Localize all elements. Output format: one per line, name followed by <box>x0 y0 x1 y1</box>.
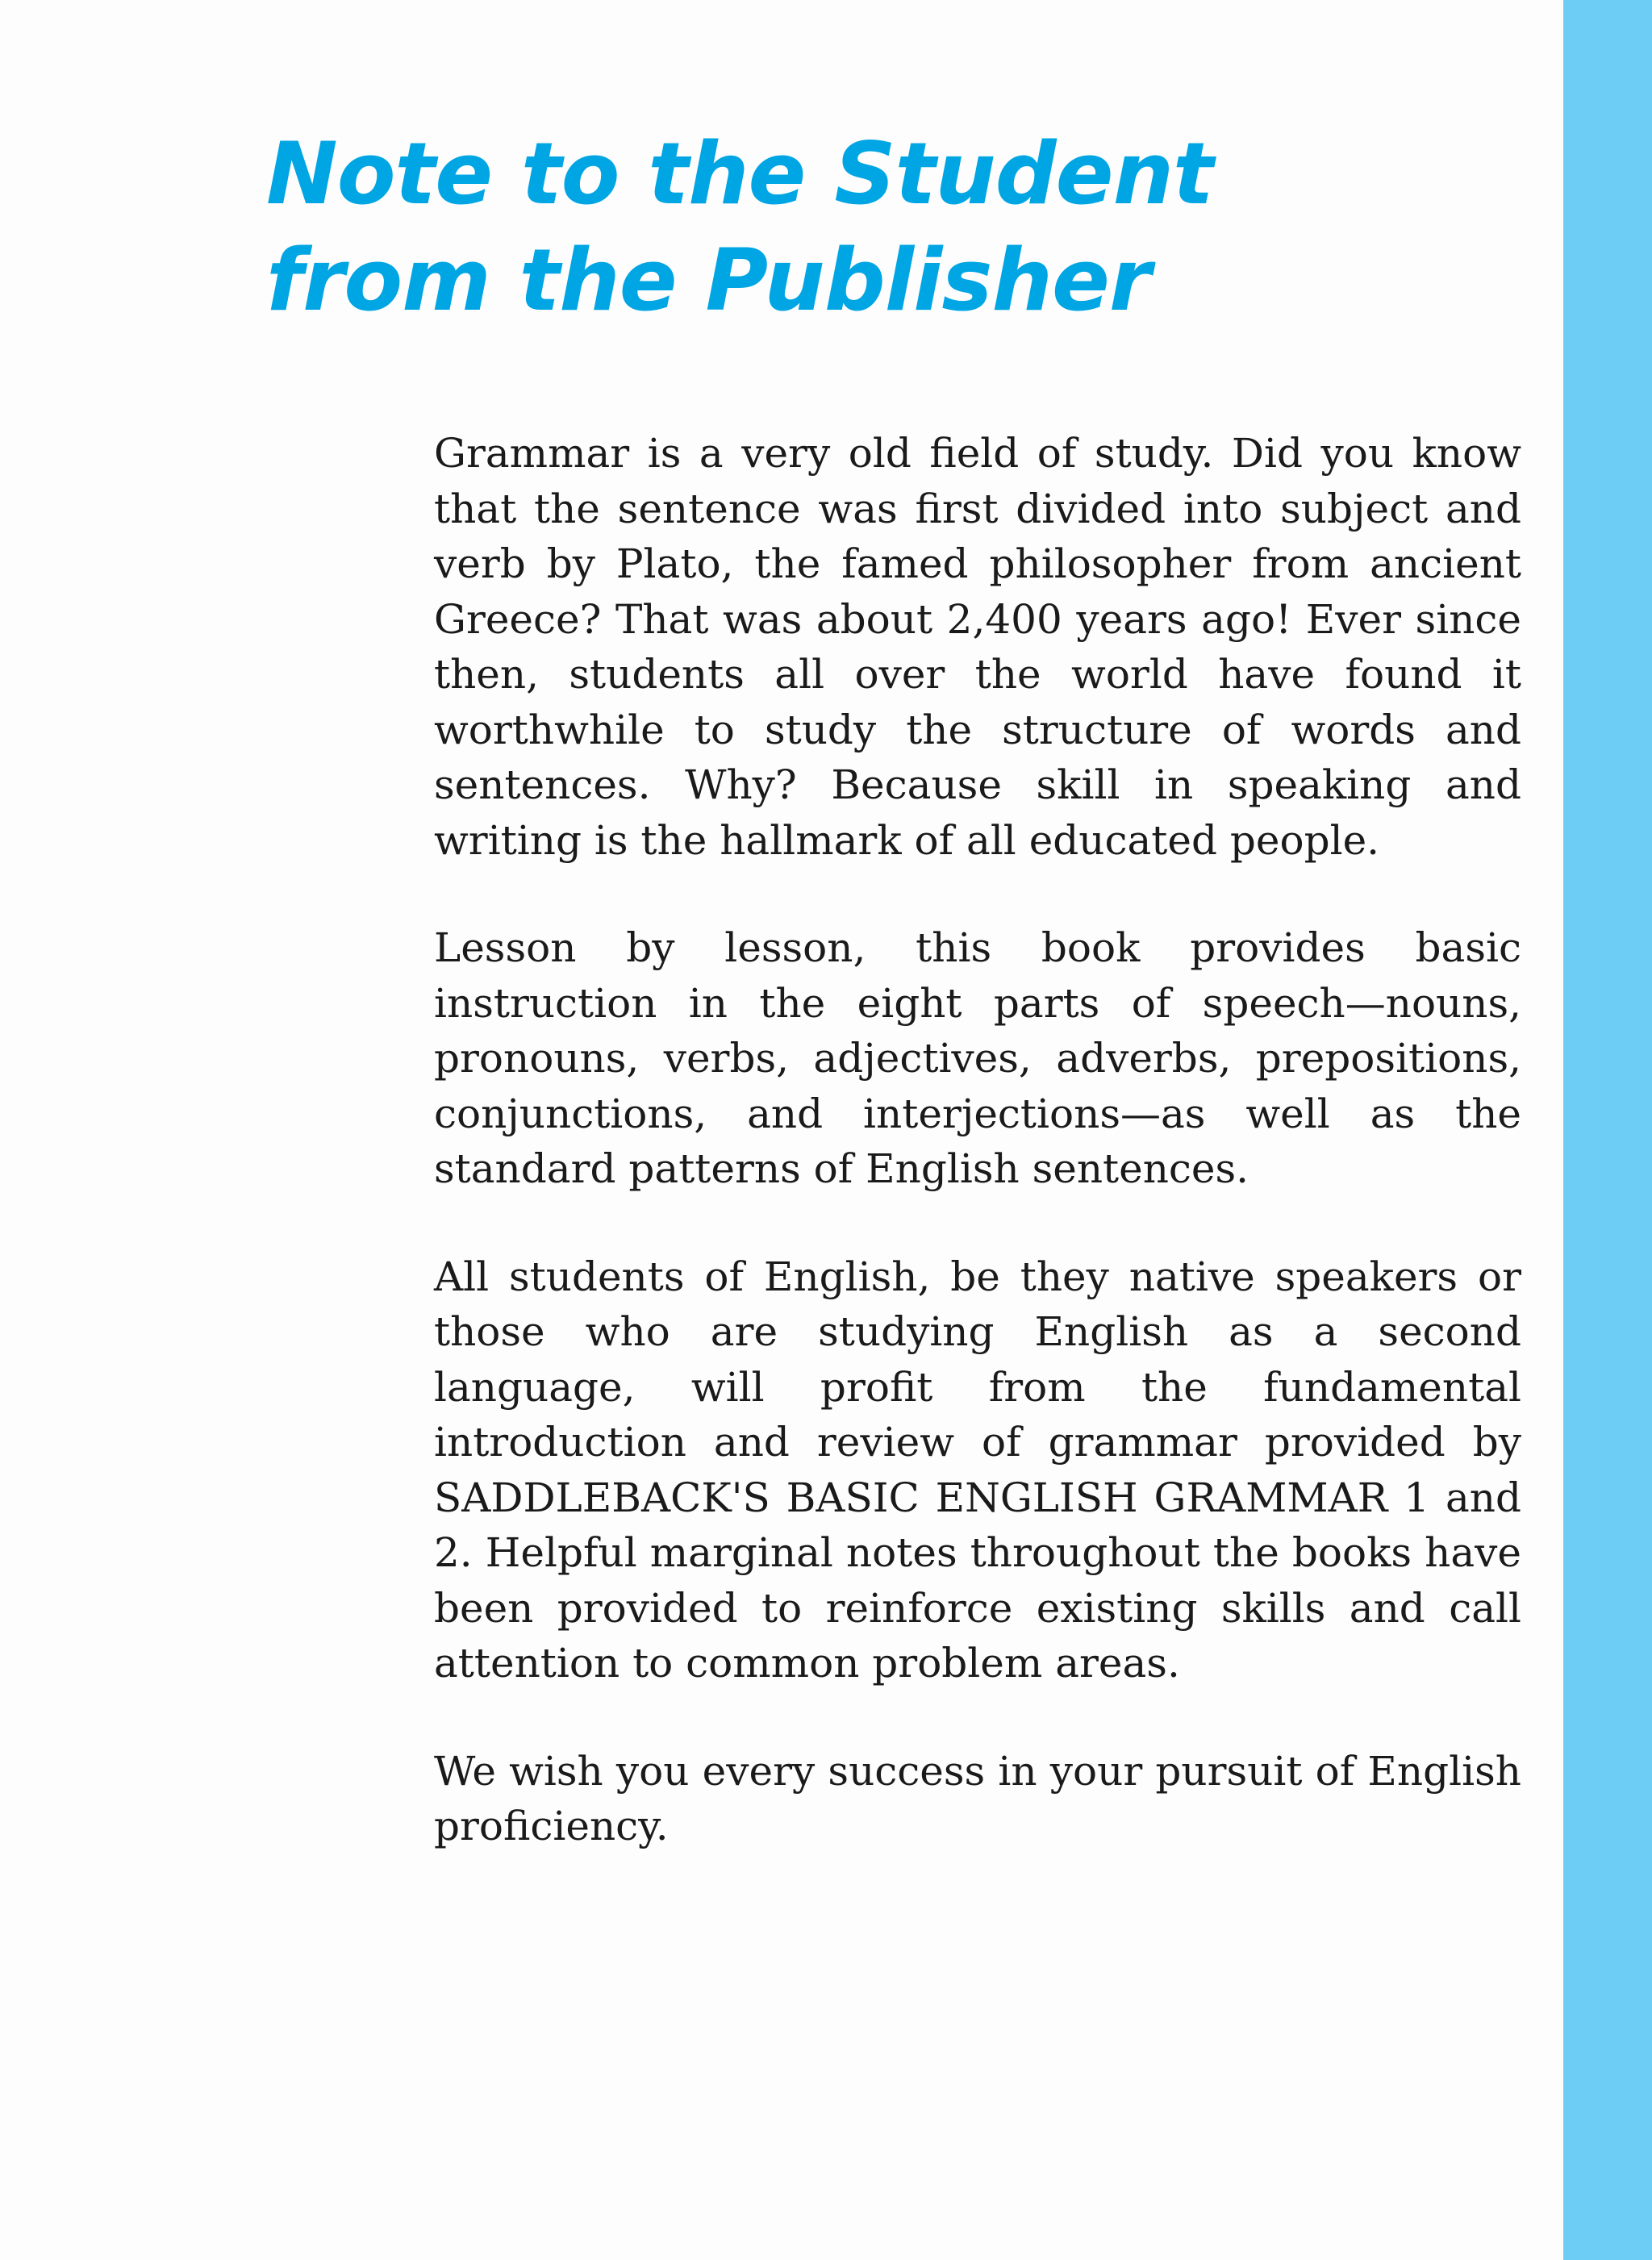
paragraph-4: We wish you every success in your pursuit of English proficiency. <box>434 1747 1521 1849</box>
page-title <box>266 121 1476 334</box>
paragraph-1: Grammar is a very old field of study. Did you know that the sentence was first divided into subject and verb by Plato, the famed philosopher from ancient Greece? That was about 2,400 years ago! Ever since then, students all over the world have found it worthwhile to study the structure of words and sentences. Why? Because skill in speaking and writing is the hallmark of all educated people. <box>434 430 1521 864</box>
body-text <box>434 426 1521 1907</box>
paragraph-2: Lesson by lesson, this book provides basic instruction in the eight parts of speech—nouns, pronouns, verbs, adjectives, adverbs, prepositions, conjunctions, and interjections—as well as the standard patterns of English sentences. <box>434 924 1521 1192</box>
page-title-line-2: from the Publisher <box>266 231 1151 330</box>
paragraph-3: All students of English, be they native speakers or those who are studying English as a second language, will profit from the fundamental introduction and review of grammar provided by SADDLEBACK'S BASIC ENGLISH GRAMMAR 1 and 2. Helpful marginal notes throughout the books have been provided to reinforce existing skills and call attention to common problem areas. <box>434 1253 1521 1687</box>
page-title-line-1: Note to the Student <box>266 124 1213 223</box>
side-color-bar <box>1563 0 1652 2260</box>
